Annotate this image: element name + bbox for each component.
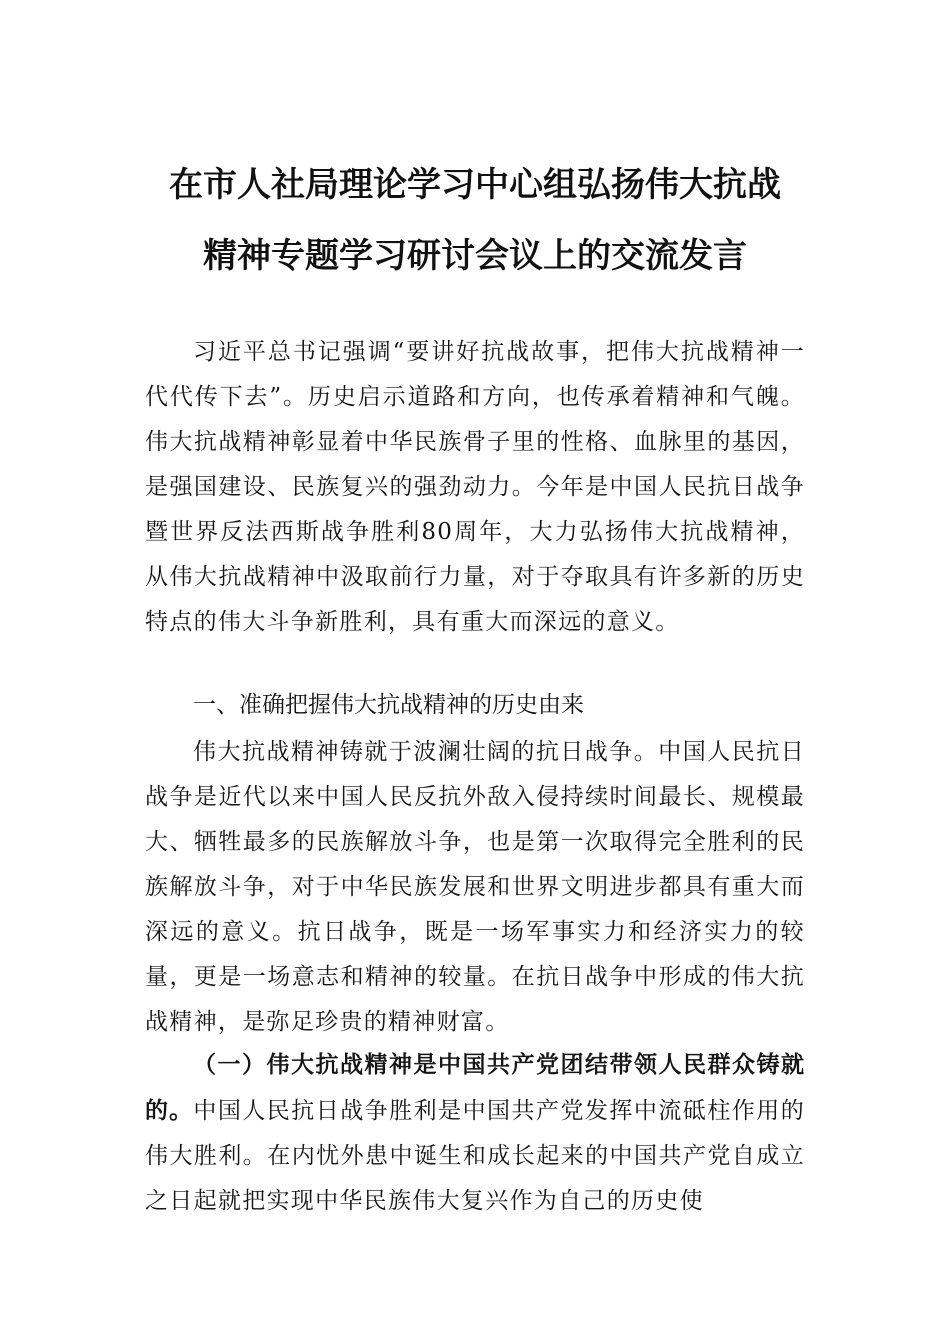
section1-paragraph: 伟大抗战精神铸就于波澜壮阔的抗日战争。中国人民抗日战争是近代以来中国人民反抗外敌入侵持续时间最长、规模最大、牺牲最多的民族解放斗争，也是第一次取得完全胜利的民族解放斗争，对于中华民族发展和世界文明进步都具有重大而深远的意义。抗日战争，既是一场军事实力和经济实力的较量，更是一场意志和精神的较量。在抗日战争中形成的伟大抗战精神，是弥足珍贵的精神财富。 (145, 739, 805, 1035)
document-title-line-1: 在市人社局理论学习中心组弘扬伟大抗战 (169, 165, 781, 205)
subsection-heading-1: （一）伟大抗战精神是中国共产党团结带领人民群众铸就的。 (145, 1051, 805, 1124)
subsection1-text: 中国人民抗日战争胜利是中国共产党发挥中流砥柱作用的伟大胜利。在内忧外患中诞生和成长起来的中国共产党自成立之日起就把实现中华民族伟大复兴作为自己的历史使 (145, 1098, 806, 1214)
document-title-line-2: 精神专题学习研讨会议上的交流发言 (203, 236, 747, 276)
section-heading-1: 一、准确把握伟大抗战精神的历史由来 (193, 692, 584, 718)
intro-paragraph: 习近平总书记强调“要讲好抗战故事，把伟大抗战精神一代代传下去”。历史启示道路和方向，也传承着精神和气魄。伟大抗战精神彰显着中华民族骨子里的性格、血脉里的基因，是强国建设、民族复兴的强劲动力。今年是中国人民抗日战争暨世界反法西斯战争胜利80周年，大力弘扬伟大抗战精神，从伟大抗战精神中汲取前行力量，对于夺取具有许多新的历史特点的伟大斗争新胜利，具有重大而深远的意义。 (145, 339, 805, 635)
subsection1-paragraph (145, 1042, 805, 1224)
